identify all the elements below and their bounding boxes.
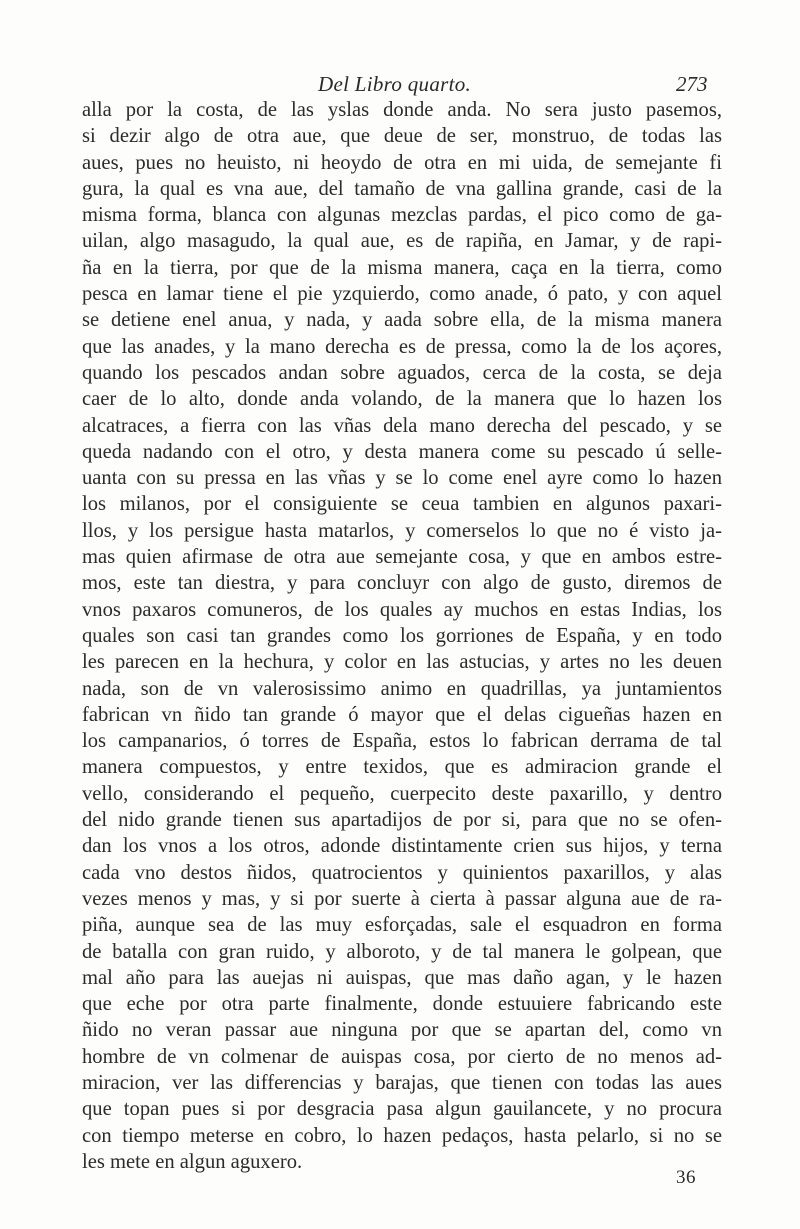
text-line: uanta con su pressa en las vñas y se lo come enel ayre como lo hazen: [82, 467, 722, 490]
text-line: vezes menos y mas, y si por suerte à cierta à passar alguna aue de ra-: [82, 887, 722, 910]
text-line: que las anades, y la mano derecha es de pressa, como la de los açores,: [82, 335, 722, 358]
text-line: los milanos, por el consiguiente se ceua tambien en algunos paxari-: [82, 493, 722, 516]
text-line: que topan pues si por desgracia pasa algun gauilancete, y no procura: [82, 1098, 722, 1121]
text-line: misma forma, blanca con algunas mezclas pardas, el pico como de ga-: [82, 204, 722, 227]
text-line: cada vno destos ñidos, quatrocientos y quinientos paxarillos, y alas: [82, 861, 722, 884]
text-line: con tiempo meterse en cobro, lo hazen pedaços, hasta pelarlo, si no se: [82, 1124, 722, 1147]
text-line: mas quien afirmase de otra aue semejante cosa, y que en ambos estre-: [82, 546, 722, 569]
printer-signature-mark: 36: [676, 1167, 696, 1188]
text-line: del nido grande tienen sus apartadijos de por si, para que no se ofen-: [82, 809, 722, 832]
text-line: aues, pues no heuisto, ni heoydo de otra en mi uida, de semejante fi: [82, 151, 722, 174]
text-line: les parecen en la hechura, y color en las astucias, y artes no les deuen: [82, 651, 722, 674]
running-head: [0, 72, 800, 96]
text-line: alla por la costa, de las yslas donde anda. No sera justo pasemos,: [82, 99, 722, 121]
text-line: ñido no veran passar aue ninguna por que se apartan del, como vn: [82, 1019, 722, 1042]
text-line: quales son casi tan grandes como los gorriones de España, y en todo: [82, 624, 722, 647]
text-line: manera compuestos, y entre texidos, que es admiracion grande el: [82, 756, 722, 779]
text-line: llos, y los persigue hasta matarlos, y comerselos lo que no é visto ja-: [82, 519, 722, 542]
text-line: si dezir algo de otra aue, que deue de ser, monstruo, de todas las: [82, 125, 722, 148]
body-text: [82, 97, 722, 1175]
text-line: alcatraces, a fierra con las vñas dela mano derecha del pescado, y se: [82, 414, 722, 437]
text-line: que eche por otra parte finalmente, donde estuuiere fabricando este: [82, 993, 722, 1016]
text-line: caer de lo alto, donde anda volando, de la manera que lo hazen los: [82, 388, 722, 411]
text-line: se detiene enel anua, y nada, y aada sobre ella, de la misma manera: [82, 309, 722, 332]
text-line: gura, la qual es vna aue, del tamaño de vna gallina grande, casi de la: [82, 177, 722, 200]
text-line: mos, este tan diestra, y para concluyr con algo de gusto, diremos de: [82, 572, 722, 595]
text-line: les mete en algun aguxero.: [82, 1150, 303, 1173]
text-line: uilan, algo masagudo, la qual aue, es de rapiña, en Jamar, y de rapi-: [82, 230, 722, 253]
text-line: mal año para las auejas ni auispas, que mas daño agan, y le hazen: [82, 966, 722, 989]
text-line: fabrican vn ñido tan grande ó mayor que el delas cigueñas hazen en: [82, 703, 722, 726]
text-line: de batalla con gran ruido, y alboroto, y de tal manera le golpean, que: [82, 940, 722, 963]
text-line: quando los pescados andan sobre aguados, cerca de la costa, se deja: [82, 361, 722, 384]
text-line: hombre de vn colmenar de auispas cosa, por cierto de no menos ad-: [82, 1045, 722, 1068]
text-line: vnos paxaros comuneros, de los quales ay muchos en estas Indias, los: [82, 598, 722, 621]
page-number: 273: [676, 72, 708, 96]
text-line: dan los vnos a los otros, adonde distintamente crien sus hijos, y terna: [82, 835, 722, 858]
text-line: los campanarios, ó torres de España, estos lo fabrican derrama de tal: [82, 730, 722, 753]
running-head-title: Del Libro quarto.: [318, 72, 472, 96]
text-line: vello, considerando el pequeño, cuerpecito deste paxarillo, y dentro: [82, 782, 722, 805]
text-line: piña, aunque sea de las muy esforçadas, sale el esquadron en forma: [82, 914, 722, 937]
text-line: nada, son de vn valerosissimo animo en quadrillas, ya juntamientos: [82, 677, 722, 700]
text-line: ña en la tierra, por que de la misma manera, caça en la tierra, como: [82, 256, 722, 279]
text-line: miracion, ver las differencias y barajas, que tienen con todas las aues: [82, 1071, 722, 1094]
text-line: queda nadando con el otro, y desta manera come su pescado ú selle-: [82, 440, 722, 463]
text-line: pesca en lamar tiene el pie yzquierdo, como anade, ó pato, y con aquel: [82, 283, 722, 306]
